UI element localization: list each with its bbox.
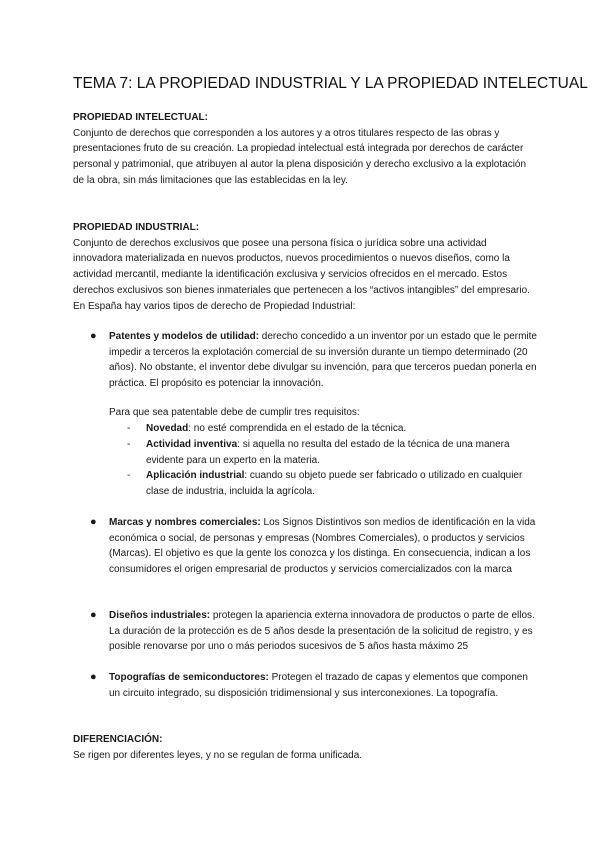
bullet-marcas xyxy=(109,515,539,578)
bullet-text-disenos: protegen la apariencia externa innovadora de productos o parte de ellos. La duración de la protección es de 5 años desde la presentación de la solicitud de registro, y es posible renovarse por uno o más periodos sucesivos de 5 años hasta máximo 25 xyxy=(109,610,535,653)
requisito-novedad xyxy=(146,421,541,437)
dash-icon: - xyxy=(127,470,131,481)
bullet-topografias xyxy=(109,670,539,701)
section-industrial xyxy=(73,220,533,314)
section-diferenciacion xyxy=(73,732,533,763)
requisito-label: Novedad xyxy=(146,423,189,434)
section-text-industrial: Conjunto de derechos exclusivos que posee una persona física o jurídica sobre una actividad innovadora materializada en nuevos productos, nuevos procedimientos o nuevos diseños, como la actividad mercantil, mediante la identificación exclusiva y servicios ofrecidos en el mercado. Estos derechos exclusivos son bienes inmateriales que pertenecen a los “activos intangibles” del empresario. En España hay varios tipos de derecho de Propiedad Industrial: xyxy=(73,237,530,312)
requisito-text: : no esté comprendida en el estado de la técnica. xyxy=(188,423,407,434)
section-heading-diferenciacion: DIFERENCIACIÓN: xyxy=(73,734,163,745)
bullet-label-disenos: Diseños industriales: xyxy=(109,610,211,621)
bullet-text-patentes: derecho concedido a un inventor por un estado que le permite impedir a terceros la explotación comercial de su inversión durante un tiempo determinado (20 años). No obstante, el inventor debe divulgar su invención, para que terceros puedan ponerla en práctica. El propósito es potenciar la innovación. xyxy=(109,331,537,390)
section-heading-intelectual: PROPIEDAD INTELECTUAL: xyxy=(73,112,208,123)
requisito-label: Actividad inventiva xyxy=(146,439,238,450)
requisito-actividad-inventiva xyxy=(146,437,541,468)
dash-icon: - xyxy=(127,439,131,450)
section-text-intelectual: Conjunto de derechos que corresponden a los autores y a otros titulares respecto de las obras y presentaciones fruto de su creación. La propiedad intelectual está integrada por derechos de carácter personal y patrimonial, que atribuyen al autor la plena disposición y derecho exclusivo a la explotación de la obra, sin más limitaciones que las establecidas en la ley. xyxy=(73,127,527,186)
section-text-diferenciacion: Se rigen por diferentes leyes, y no se regulan de forma unificada. xyxy=(73,749,363,761)
requisito-text: : si aquella no resulta del estado de la técnica de una manera evidente para un experto en la materia. xyxy=(146,439,510,466)
bullet-text-marcas: Los Signos Distintivos son medios de identificación en la vida económica o social, de personas y empresas (Nombres Comerciales), o productos y servicios (Marcas). El objetivo es que la gente los conozca y los distinga. En consecuencia, indican a los consumidores el origen empresarial de productos y servicios comercializados con la marca xyxy=(109,517,536,576)
requisitos-intro: Para que sea patentable debe de cumplir tres requisitos: xyxy=(109,407,360,418)
bullet-disenos xyxy=(109,608,539,655)
dash-icon: - xyxy=(127,423,131,434)
bullet-text-topografias: Protegen el trazado de capas y elementos que componen un circuito integrado, su disposición tridimensional y sus interconexiones. La topografía. xyxy=(109,672,528,699)
bullet-label-marcas: Marcas y nombres comerciales: xyxy=(109,517,261,528)
bullet-icon: ● xyxy=(90,330,97,342)
requisito-aplicacion-industrial xyxy=(146,468,541,499)
bullet-icon: ● xyxy=(90,516,97,528)
bullet-icon: ● xyxy=(90,609,97,621)
requisito-label: Aplicación industrial xyxy=(146,470,245,481)
bullet-label-patentes: Patentes y modelos de utilidad: xyxy=(109,331,260,342)
requisito-text: : cuando su objeto puede ser fabricado o utilizado en cualquier clase de industria, incluida la agrícola. xyxy=(146,470,523,497)
section-intelectual xyxy=(73,110,533,189)
section-heading-industrial: PROPIEDAD INDUSTRIAL: xyxy=(73,222,200,233)
page-title: TEMA 7: LA PROPIEDAD INDUSTRIAL Y LA PROPIEDAD INTELECTUAL xyxy=(73,75,588,92)
bullet-icon: ● xyxy=(90,671,97,683)
bullet-label-topografias: Topografías de semiconductores: xyxy=(109,672,269,683)
bullet-patentes xyxy=(109,329,539,392)
